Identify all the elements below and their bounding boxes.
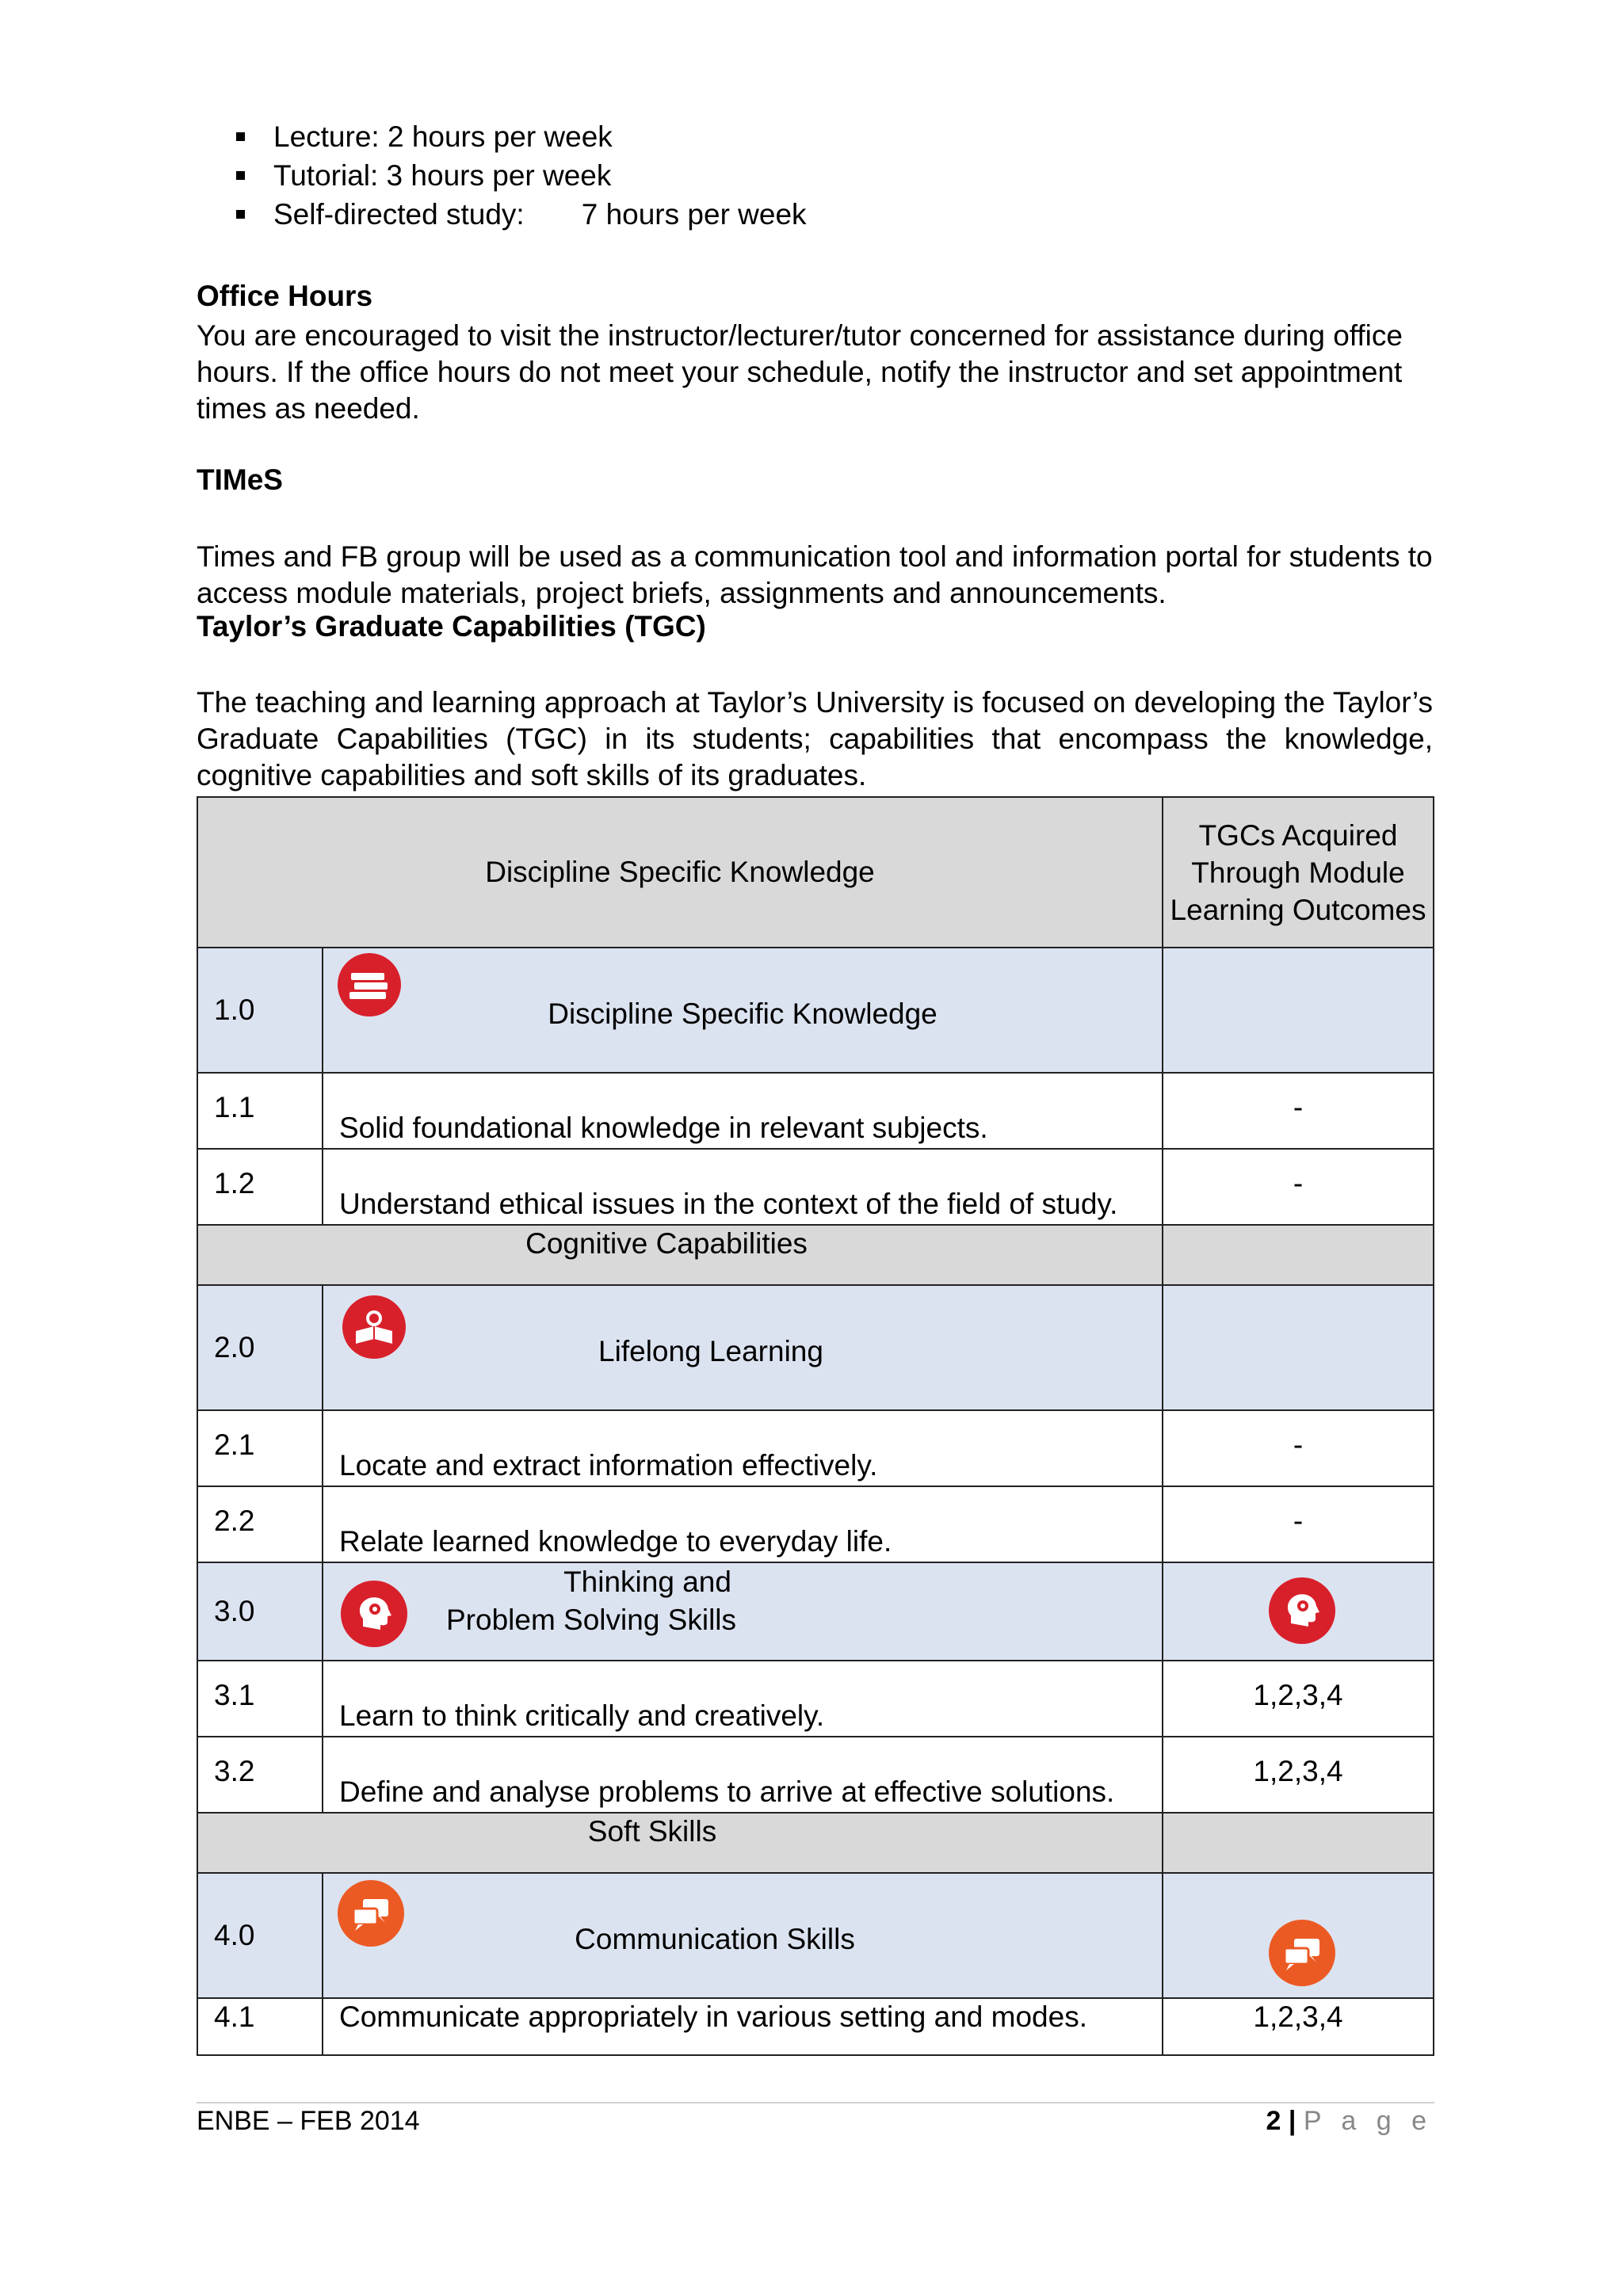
table-row: 2.2 Relate learned knowledge to everyday life. - [197, 1486, 1434, 1562]
table-header-right: TGCs Acquired Through Module Learning Outcomes [1163, 797, 1434, 948]
table-row: 1.2 Understand ethical issues in the context of the field of study. - [197, 1149, 1434, 1225]
row-label: Discipline Specific Knowledge [548, 997, 938, 1030]
bullet-icon [236, 171, 245, 180]
list-item: Self-directed study: 7 hours per week [236, 195, 807, 234]
tgc-table [197, 796, 1434, 2056]
table-row: 4.1 Communicate appropriately in various setting and modes. 1,2,3,4 [197, 1998, 1434, 2055]
tgc-text: The teaching and learning approach at Taylor’s University is focused on developing the Taylor’s Graduate Capabilities (TGC) in its students; capabilities that encompass the knowledge, cognitive capabilities and soft skills of its graduates. [197, 686, 1433, 791]
table-header-left: Discipline Specific Knowledge [197, 797, 1163, 948]
head-gear-icon [1269, 1577, 1335, 1644]
table-row: 2.1 Locate and extract information effectively. - [197, 1410, 1434, 1486]
footer-page: 2 | P a g e [1266, 2106, 1433, 2136]
office-hours-text: You are encouraged to visit the instructor/lecturer/tutor concerned for assistance during office hours. If the office hours do not meet your schedule, notify the instructor and set appointment times as needed. [197, 319, 1403, 425]
table-row: 3.0 Thinking and Problem Solving Skills [197, 1562, 1434, 1661]
study-hours-list [236, 117, 807, 234]
speech-bubbles-icon [1269, 1920, 1335, 1986]
bullet-icon [236, 210, 245, 219]
table-header-row [197, 797, 1434, 948]
tgc-heading: Taylor’s Graduate Capabilities (TGC) [197, 610, 706, 643]
row-label-line1: Thinking and [563, 1566, 731, 1598]
bullet-icon [236, 132, 245, 141]
row-label-line2: Problem Solving Skills [446, 1604, 737, 1636]
table-row: 1.1 Solid foundational knowledge in relevant subjects. - [197, 1073, 1434, 1149]
table-row: 1.0 Discipline Specific Knowledge [197, 948, 1434, 1073]
times-text: Times and FB group will be used as a communication tool and information portal for students to access module materials, project briefs, assignments and announcements. [197, 540, 1433, 609]
row-label: Lifelong Learning [598, 1335, 823, 1367]
section-row-soft-skills: Soft Skills [197, 1813, 1434, 1873]
section-row-cognitive: Cognitive Capabilities [197, 1225, 1434, 1285]
list-item: Lecture: 2 hours per week [236, 117, 807, 156]
row-label: Communication Skills [575, 1923, 855, 1955]
table-row: 2.0 Lifelong Learning [197, 1285, 1434, 1410]
table-row: 3.2 Define and analyse problems to arrive at effective solutions. 1,2,3,4 [197, 1737, 1434, 1813]
times-heading: TIMeS [197, 463, 283, 496]
list-item: Tutorial: 3 hours per week [236, 156, 807, 195]
table-row: 3.1 Learn to think critically and creatively. 1,2,3,4 [197, 1661, 1434, 1737]
table-row: 4.0 Communication Skills [197, 1873, 1434, 1998]
footer-left: ENBE – FEB 2014 [197, 2106, 420, 2136]
footer-divider [197, 2102, 1434, 2103]
office-hours-heading: Office Hours [197, 280, 373, 312]
